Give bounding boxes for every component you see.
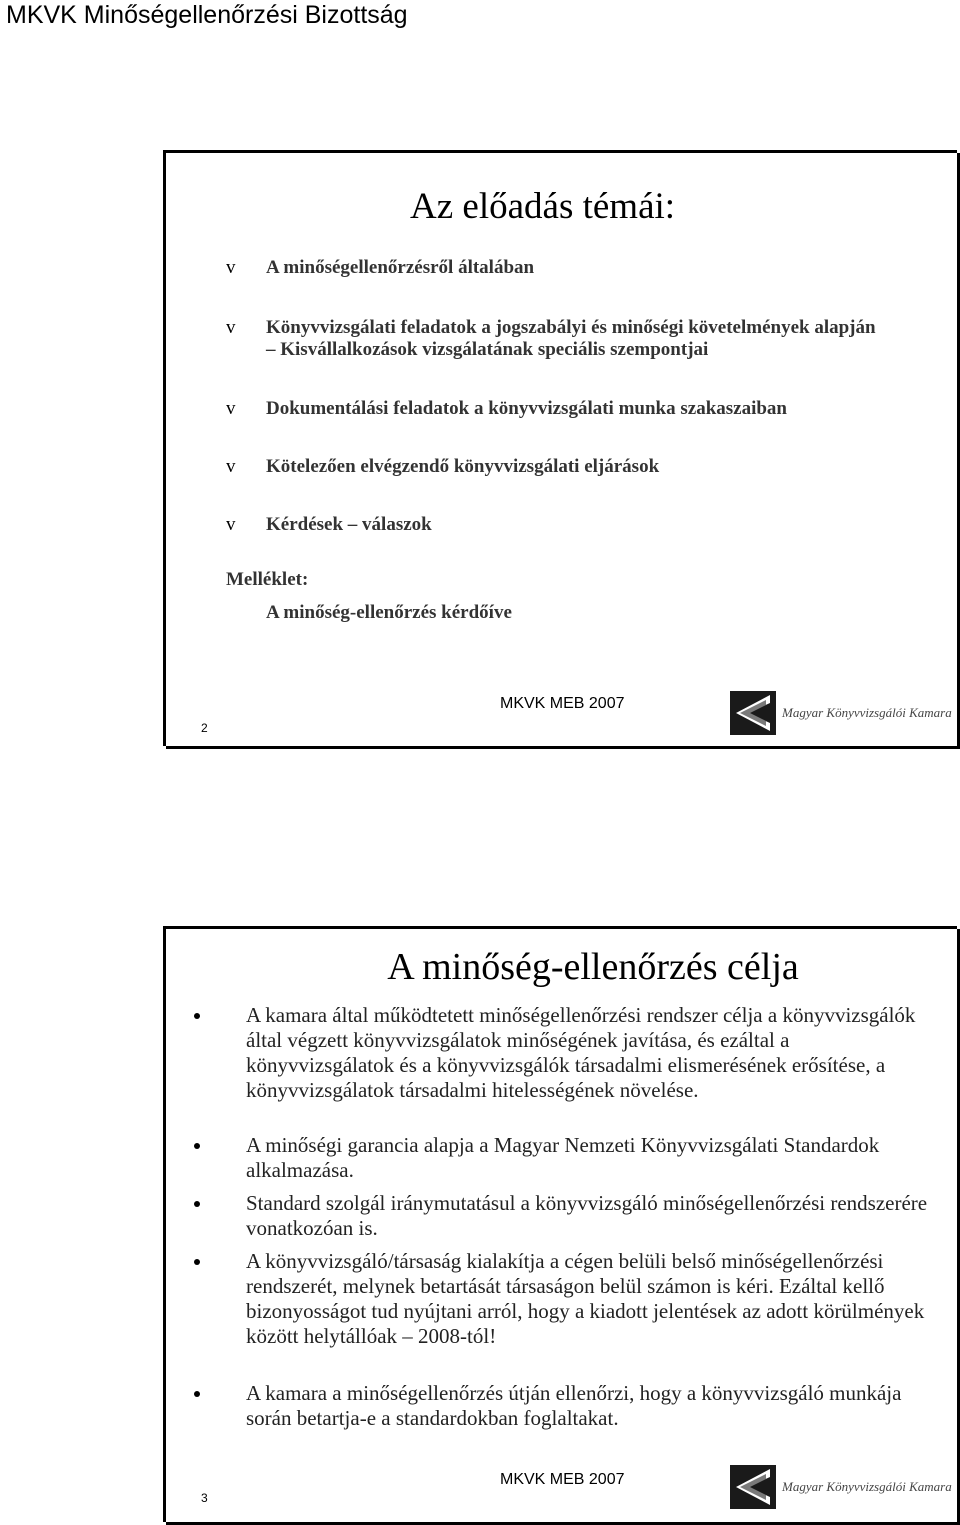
list-item-text: Kötelezően elvégzendő könyvvizsgálati eljárások	[266, 456, 660, 477]
list-item-text: Dokumentálási feladatok a könyvvizsgálati munka szakaszaiban	[266, 398, 787, 419]
list-item-text: A minőségellenőrzésről általában	[266, 257, 535, 278]
footer-text: MKVK MEB 2007	[500, 1471, 625, 1488]
mkvk-logo-icon	[730, 691, 776, 735]
footer-logo	[730, 1465, 950, 1509]
logo-tagline: Magyar Könyvvizsgálói Kamara	[782, 705, 952, 720]
bullet-mark: v	[226, 456, 236, 477]
logo-tagline: Magyar Könyvvizsgálói Kamara	[782, 1479, 952, 1494]
bullet-mark: v	[226, 257, 236, 278]
annex-label: Melléklet:	[226, 569, 309, 590]
footer-text: MKVK MEB 2007	[500, 695, 625, 712]
list-item-text: A minőségi garancia alapja a Magyar Nemzeti Könyvvizsgálati Standardok alkalmazása.	[246, 1133, 880, 1182]
bullet-dot	[194, 1013, 200, 1019]
list-item-text: Könyvvizsgálati feladatok a jogszabályi és minőségi követelmények alapján – Kisvállalkozások vizsgálatának speciális szempontjai	[266, 317, 876, 360]
list-item-text: A kamara a minőségellenőrzés útján ellenőrzi, hogy a könyvvizsgáló munkája során betartja-e a standardokban foglaltakat.	[246, 1381, 902, 1430]
annex-item: A minőség-ellenőrzés kérdőíve	[266, 602, 512, 623]
slide-number: 3	[201, 1491, 208, 1505]
bullet-mark: v	[226, 398, 236, 419]
slide-number: 2	[201, 721, 208, 735]
bullet-mark: v	[226, 317, 236, 338]
bullet-dot	[194, 1259, 200, 1265]
document-header: MKVK Minőségellenőrzési Bizottság	[6, 1, 408, 29]
mkvk-logo-icon	[730, 1465, 776, 1509]
list-item-text: Kérdések – válaszok	[266, 514, 432, 535]
slide-2	[163, 150, 957, 746]
bullet-mark: v	[226, 514, 236, 535]
footer-logo	[730, 691, 950, 735]
slide-3	[163, 926, 957, 1522]
slide-title: A minőség-ellenőrzés célja	[387, 946, 799, 988]
bullet-dot	[194, 1391, 200, 1397]
list-item-text: A kamara által működtetett minőségellenőrzési rendszer célja a könyvvizsgálók által végzett könyvvizsgálatok minőségének javítása, és ezáltal a könyvvizsgálatok és a könyvvizsgálók társadalmi elismerésének erősítése, a könyvvizsgálatok társadalmi hitelességének növelése.	[246, 1003, 916, 1102]
bullet-dot	[194, 1201, 200, 1207]
bullet-dot	[194, 1143, 200, 1149]
slide-title: Az előadás témái:	[410, 186, 676, 227]
list-item-text: Standard szolgál iránymutatásul a könyvvizsgáló minőségellenőrzési rendszerére vonatkozóan is.	[246, 1191, 928, 1240]
list-item-text: A könyvvizsgáló/társaság kialakítja a cégen belüli belső minőségellenőrzési rendszerét, melynek betartását társaságon belül számon is kéri. Ezáltal kellő bizonyosságot tud nyújtani arról, hogy a kiadott jelentések az adott körülmények között helytállóak – 2008-tól!	[246, 1249, 925, 1348]
